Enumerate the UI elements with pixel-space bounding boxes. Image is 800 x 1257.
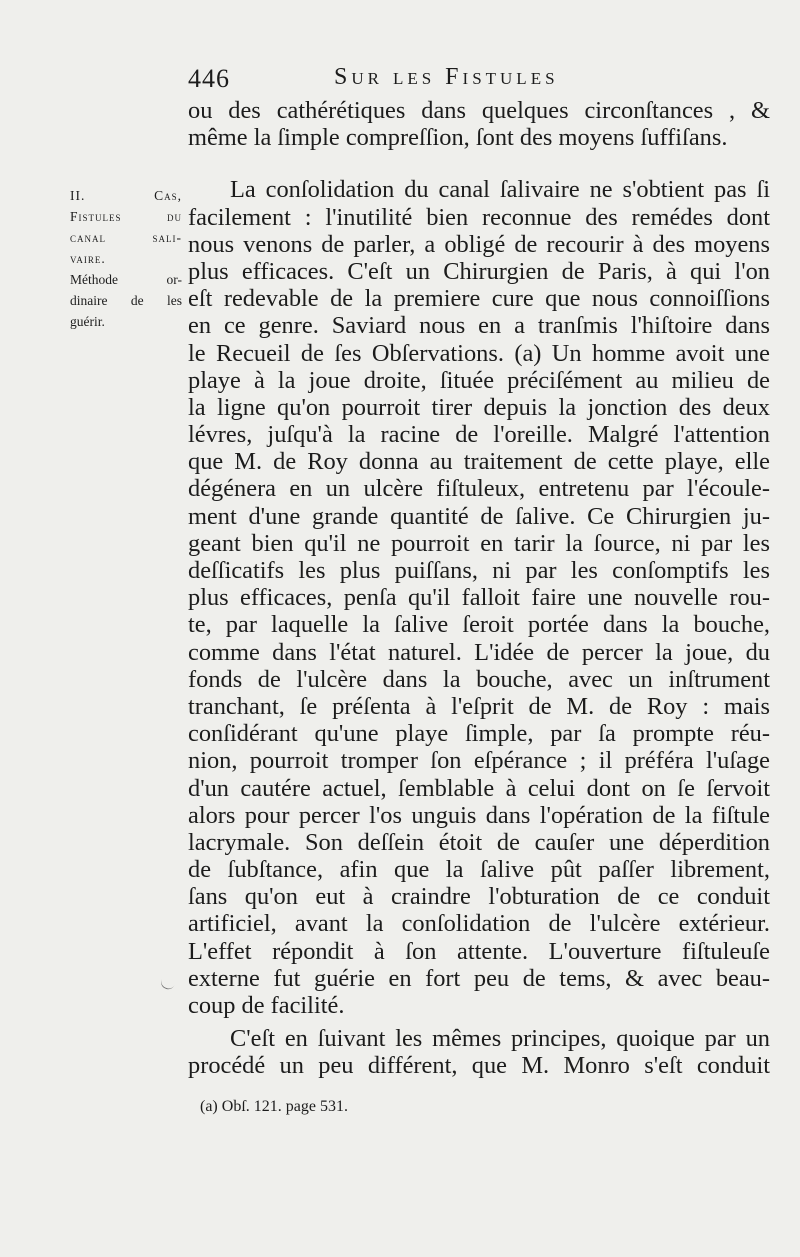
text-line: procédé un peu différent, que M. Monro s'eſt conduit — [188, 1052, 770, 1080]
margin-note-line: Méthode or- — [70, 272, 182, 287]
main-text — [188, 97, 770, 1080]
page-number: 446 — [188, 64, 230, 93]
text-line: conſidérant qu'une playe ſimple, par ſa prompte réu- — [188, 720, 770, 748]
margin-note-line: Fistules du — [70, 209, 182, 224]
text-line: ſans qu'on eut à craindre l'obturation de ce conduit — [188, 883, 770, 911]
text-line: externe fut guérie en fort peu de tems, & avec beau- — [188, 964, 770, 992]
text-line: dégénera en un ulcère fiſtuleux, entretenu par l'écoule- — [188, 475, 770, 503]
text-line: d'un cautére actuel, ſemblable à celui dont on ſe ſervoit — [188, 774, 770, 802]
margin-note-line: guérir. — [70, 314, 105, 329]
paragraph-main — [188, 176, 770, 1019]
text-line: lacrymale. Son deſſein étoit de cauſer une déperdition — [188, 828, 770, 856]
text-line: plus efficaces, penſa qu'il falloit faire une nouvelle rou- — [188, 584, 770, 612]
paragraph-next — [188, 1025, 770, 1079]
text-line: de ſubſtance, afin que la ſalive pût paſſer librement, — [188, 856, 770, 884]
running-title: Sur les Fistules — [334, 64, 559, 90]
text-line: C'eſt en ſuivant les mêmes principes, quoique par un — [230, 1025, 770, 1053]
text-line: que M. de Roy donna au traitement de cette playe, elle — [188, 448, 770, 476]
text-line: la ligne qu'on pourroit tirer depuis la jonction des deux — [188, 393, 770, 421]
footnote: (a) Obſ. 121. page 531. — [200, 1098, 348, 1115]
text-line: ou des cathérétiques dans quelques circonſtances , & — [188, 97, 770, 124]
text-line: L'effet répondit à ſon attente. L'ouverture fiſtuleuſe — [188, 937, 770, 965]
text-line: comme dans l'état naturel. L'idée de percer la joue, du — [188, 638, 770, 666]
text-line: alors pour percer l'os unguis dans l'opération de la fiſtule — [188, 801, 770, 829]
text-line: te, par laquelle la ſalive ſeroit portée dans la bouche, — [188, 611, 770, 639]
text-line: même la ſimple compreſſion, ſont des moyens ſuffiſans. — [188, 124, 728, 152]
text-line: fonds de l'ulcère dans la bouche, avec un inſtrument — [188, 665, 770, 693]
text-line: ment d'une grande quantité de ſalive. Ce Chirurgien ju- — [188, 502, 770, 530]
margin-note-line: dinaire de les — [70, 293, 182, 308]
margin-note — [70, 185, 182, 332]
text-line: eſt redevable de la premiere cure que nous connoiſſions — [188, 285, 770, 313]
margin-note-line: II. Cas, — [70, 188, 182, 203]
text-line: playe à la joue droite, ſituée préciſément au milieu de — [188, 366, 770, 394]
margin-note-line: canal sali- — [70, 230, 182, 245]
text-line: geant bien qu'il ne pourroit en tarir la ſource, ni par les — [188, 529, 770, 557]
text-line: coup de facilité. — [188, 992, 345, 1019]
paragraph-top — [188, 97, 770, 151]
text-line: nous venons de parler, a obligé de recourir à des moyens — [188, 230, 770, 258]
text-line: lévres, juſqu'à la racine de l'oreille. Malgré l'attention — [188, 421, 770, 449]
text-line: La conſolidation du canal ſalivaire ne s'obtient pas ſi — [230, 176, 770, 204]
text-line: plus efficaces. C'eſt un Chirurgien de Paris, à qui l'on — [188, 257, 770, 285]
page-header — [188, 64, 768, 98]
ink-mark — [159, 977, 175, 991]
text-line: le Recueil de ſes Obſervations. (a) Un homme avoit une — [188, 339, 770, 367]
text-line: deſſicatifs les plus puiſſans, ni par les conſomptifs les — [188, 557, 770, 584]
margin-note-line: vaire. — [70, 251, 106, 266]
text-line: nion, pourroit tromper ſon eſpérance ; il préféra l'uſage — [188, 747, 770, 775]
text-line: en ce genre. Saviard nous en a tranſmis l'hiſtoire dans — [188, 312, 770, 340]
text-line: facilement : l'inutilité bien reconnue des remédes dont — [188, 203, 770, 231]
text-line: artificiel, avant la conſolidation de l'ulcère extérieur. — [188, 910, 770, 938]
text-line: tranchant, ſe préſenta à l'eſprit de M. de Roy : mais — [188, 692, 770, 720]
